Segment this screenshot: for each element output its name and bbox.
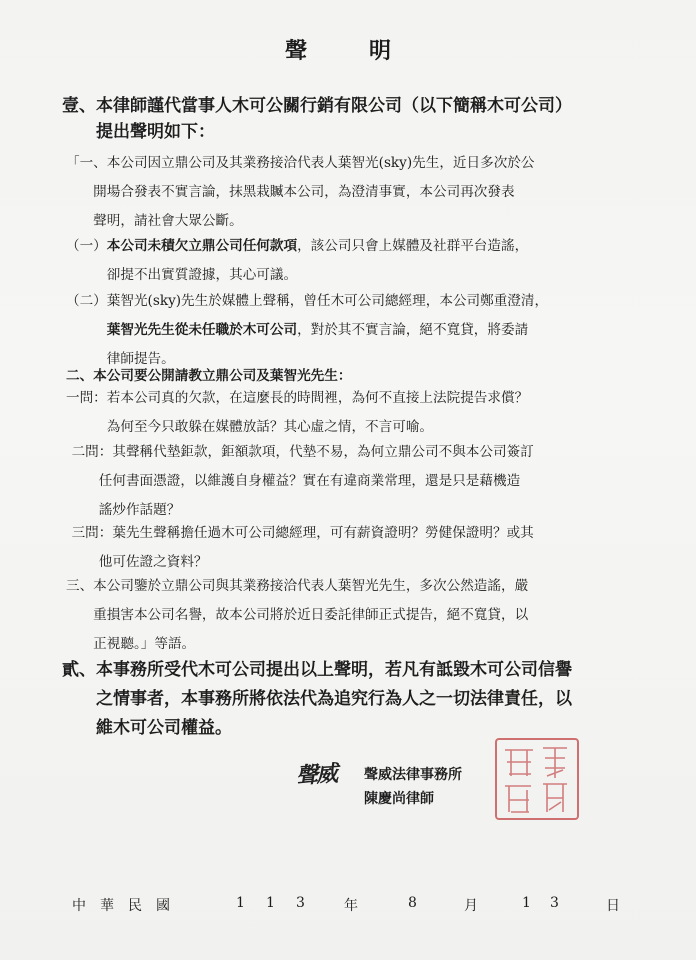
date-era-char: 華 [100, 898, 114, 914]
statement-line: 開場合發表不實言論，抹黑栽贓本公司，為澄清事實，本公司再次發表 [66, 184, 515, 200]
date-year-unit: 年 [344, 898, 358, 914]
question-line: 三問：葉先生聲稱擔任過木可公司總經理，可有薪資證明？勞健保證明？或其 [58, 525, 534, 541]
statement-item-3 [66, 572, 528, 659]
question-line: 謠炒作話題？ [58, 502, 181, 518]
date-day-digit: 3 [550, 895, 559, 911]
section-2 [62, 656, 572, 743]
bold-claim: 本公司未積欠立鼎公司任何款項 [106, 238, 298, 254]
statement-heading-2: 二、本公司要公開請教立鼎公司及葉智光先生： [66, 368, 352, 384]
statement-line: 重損害本公司名譽，故本公司將於近日委託律師正式提告，絕不寬貸，以 [66, 607, 529, 623]
subitem-prefix: （一） [66, 238, 107, 254]
statement-subitem-2 [66, 287, 548, 374]
lawyer-name: 陳慶尚律師 [364, 791, 434, 807]
date-era-char: 民 [128, 898, 142, 914]
question-3 [58, 519, 534, 577]
statement-line [66, 232, 528, 261]
statement-line: 律師提告。 [66, 351, 175, 367]
section-2-line: 之情事者，本事務所將依法代為追究行為人之一切法律責任，以 [62, 689, 572, 709]
statement-line: 聲明，請社會大眾公斷。 [66, 213, 243, 229]
date-day-digit: 1 [522, 895, 531, 911]
claim-rest: ，對於其不實言論，絕不寬貸，將委請 [297, 322, 529, 338]
section-2-line: 維木可公司權益。 [62, 718, 232, 738]
question-line: 一問：若本公司真的欠款，在這麼長的時間裡，為何不直接上法院提告求償？ [66, 390, 529, 406]
section-1-line: 壹、本律師謹代當事人木可公關行銷有限公司（以下簡稱木可公司） [62, 96, 572, 116]
date-day-unit: 日 [606, 898, 620, 914]
law-firm-block [364, 763, 462, 811]
question-1 [66, 384, 528, 442]
claim-rest: ，該公司只會上媒體及社群平台造謠， [297, 238, 529, 254]
statement-line: 三、本公司鑒於立鼎公司與其業務接洽代表人葉智光先生，多次公然造謠，嚴 [66, 578, 529, 594]
document-date [0, 895, 696, 915]
statement-line: 卻提不出實質證據，其心可議。 [66, 267, 298, 283]
date-year-digit: 1 [266, 895, 275, 911]
question-line: 任何書面憑證，以維護自身權益？實在有違商業常理，還是只是藉機造 [58, 473, 521, 489]
question-line: 為何至今只敢躲在媒體放話？其心虛之情，不言可喻。 [66, 419, 434, 435]
question-2 [58, 438, 534, 525]
statement-item-1 [66, 149, 535, 236]
bold-claim: 葉智光先生從未任職於木可公司 [66, 322, 298, 338]
statement-line: 正視聽。」等語。 [66, 636, 196, 652]
seal-glyphs [497, 740, 577, 818]
section-1 [62, 93, 572, 145]
official-seal-stamp [495, 738, 579, 820]
statement-line: （二）葉智光(sky)先生於媒體上聲稱，曾任木可公司總經理，本公司鄭重澄清， [66, 293, 549, 309]
statement-line: 「一、本公司因立鼎公司及其業務接洽代表人葉智光(sky)先生，近日多次於公 [66, 155, 535, 171]
statement-subitem-1 [66, 232, 528, 290]
date-month-unit: 月 [464, 898, 478, 914]
statement-line [66, 316, 548, 345]
section-1-line: 提出聲明如下： [62, 122, 215, 142]
question-line: 他可佐證之資料？ [58, 554, 208, 570]
law-firm-name: 聲威法律事務所 [364, 767, 462, 783]
date-era-char: 中 [72, 898, 86, 914]
section-2-line: 貳、本事務所受代木可公司提出以上聲明，若凡有詆毀木可公司信譽 [62, 660, 572, 680]
date-era-char: 國 [156, 898, 170, 914]
document-title: 聲 明 [284, 38, 411, 64]
date-year-digit: 1 [236, 895, 245, 911]
question-line: 二問：其聲稱代墊鉅款，鉅額款項，代墊不易，為何立鼎公司不與本公司簽訂 [58, 444, 534, 460]
date-month: 8 [408, 895, 417, 911]
handwritten-signature: 聲威 [295, 760, 337, 790]
date-year-digit: 3 [296, 895, 305, 911]
